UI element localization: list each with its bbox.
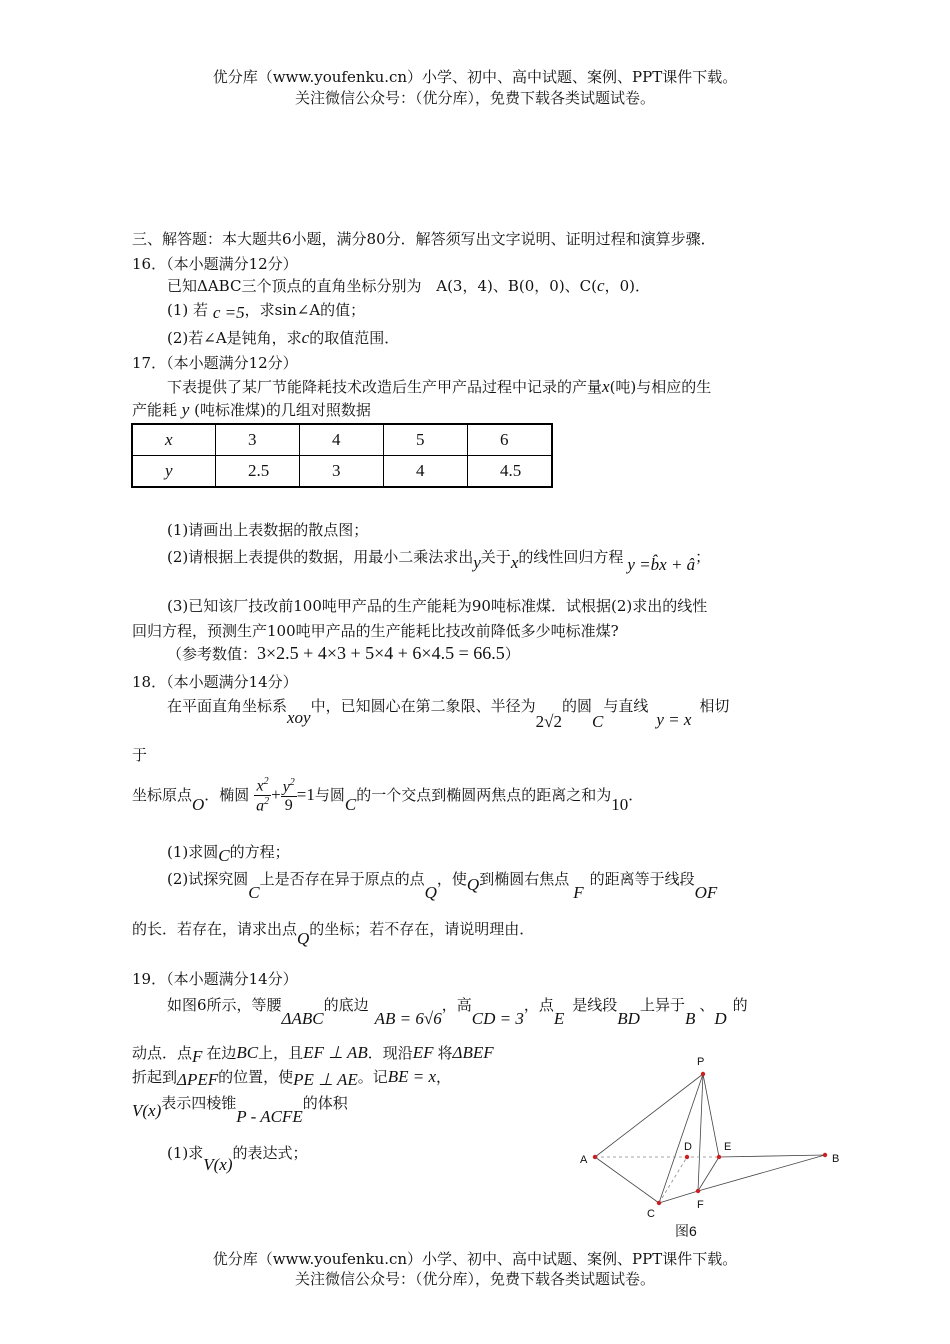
q17-p2-mid: 关于 — [480, 548, 511, 566]
edge-pf — [698, 1074, 703, 1191]
q18-l3-ellipse: ．椭圆 — [204, 785, 250, 804]
figure-6-pyramid — [575, 1052, 845, 1242]
q19-l1-mid: 的底边 — [323, 996, 369, 1014]
q17-part-2 — [167, 546, 711, 574]
table-cell: 6 — [468, 424, 553, 456]
q16-heading: 16．（本小题满分12分） — [132, 255, 298, 273]
q19-l2-BC: BC — [236, 1043, 259, 1062]
q17-stem-line-1 — [167, 376, 711, 397]
q17-p2-mid2: 的线性回归方程 — [518, 548, 624, 566]
label-p: P — [697, 1056, 705, 1068]
q19-l1-mid3: ，点 — [523, 996, 554, 1014]
q18-l1-line: y = x — [656, 710, 692, 729]
q18-l1-mid2: 的圆 — [561, 697, 592, 715]
edge-cd-hidden — [659, 1157, 687, 1203]
q19-l1-AB: AB = 6√6 — [374, 1009, 442, 1028]
q19-l2-text: 动点．点 — [132, 1044, 193, 1062]
q18-line-3: 坐标原点O．椭圆 $\frac{x^2}{a^2}$ + $\frac{y^2}{9}$ =1与圆C的一个交点到椭圆两焦点的距离之和为10． — [132, 776, 644, 815]
edge-cf — [659, 1191, 698, 1203]
q19-l2-BEF: ΔBEF — [452, 1043, 494, 1062]
label-a: A — [580, 1154, 588, 1166]
q19-l1-end: 的 — [732, 996, 748, 1014]
q18-fraction-x — [254, 776, 271, 816]
q18-p3-text: 的长．若存在，请求出点 — [132, 920, 298, 938]
frac-num-text: y — [282, 777, 290, 795]
label-d: D — [684, 1141, 692, 1153]
q19-l2-EF: EF — [412, 1043, 434, 1062]
q19-l2-mid4: 将 — [437, 1044, 453, 1062]
q16-stem-text: 已知ΔABC三个顶点的直角坐标分别为 — [167, 277, 422, 295]
q19-l2-mid3: ．现沿 — [367, 1044, 413, 1062]
q18-part-1 — [167, 841, 290, 865]
table-cell: 3 — [300, 456, 384, 488]
q18-p2-mid4: 的距离等于线段 — [589, 870, 695, 888]
q17-reference — [167, 643, 520, 664]
q19-l3-perp: PE ⊥ AE — [293, 1070, 358, 1089]
q17-part-3-line-2: 回归方程，预测生产100吨甲产品的生产能耗比技改前降低多少吨标准煤? — [132, 622, 619, 640]
table-cell: y — [132, 456, 216, 488]
q18-l1-mid3: 与直线 — [603, 697, 649, 715]
q19-l4-text: 表示四棱锥 — [161, 1094, 237, 1112]
point-p — [701, 1072, 705, 1076]
table-cell: 5 — [384, 424, 468, 456]
frac-den — [254, 796, 271, 815]
q16-p2-text: (2)若∠A是钝角，求 — [167, 329, 302, 347]
q16-p2-end: 的取值范围． — [309, 329, 400, 347]
edge-eb — [719, 1155, 825, 1157]
q18-p2-mid: 上是否存在异于原点的点 — [259, 870, 425, 888]
q19-l1-sep: 、 — [699, 996, 715, 1014]
q16-stem-end: ，0)． — [604, 277, 650, 295]
table-cell: 3 — [216, 424, 300, 456]
q19-p1-V: V(x) — [203, 1155, 233, 1174]
label-e: E — [724, 1141, 732, 1153]
q19-l1-CD: CD = 3 — [471, 1009, 524, 1028]
q19-p1-end: 的表达式； — [232, 1144, 308, 1162]
frac-num-text: x — [256, 777, 264, 795]
edge-pe — [703, 1074, 719, 1157]
q18-p2-mid2: ，使 — [436, 870, 467, 888]
q19-l2-F: F — [192, 1047, 203, 1066]
q19-part-1 — [167, 1142, 308, 1174]
point-c — [657, 1201, 661, 1205]
table-cell: 4 — [384, 456, 468, 488]
q18-line-2: 于 — [132, 746, 148, 764]
q17-ref-math: 3×2.5 + 4×3 + 5×4 + 6×4.5 = 66.5 — [257, 643, 505, 663]
q19-l2-mid: 在边 — [206, 1044, 237, 1062]
frac-num — [281, 777, 297, 797]
q19-l3-PEF: ΔPEF — [177, 1070, 219, 1089]
figure-caption: 图6 — [675, 1223, 697, 1239]
q18-part-2-line-2 — [132, 918, 535, 948]
q16-part-2 — [167, 327, 399, 348]
q17-data-table — [131, 423, 553, 488]
section-title: 三、解答题：本大题共6小题，满分80分．解答须写出文字说明、证明过程和演算步骤． — [132, 230, 716, 248]
q19-l1-mid2: ，高 — [441, 996, 472, 1014]
q18-p2-text: (2)试探究圆 — [167, 870, 249, 888]
q19-l2-mid2: 上，且 — [258, 1044, 304, 1062]
q16-stem — [167, 275, 650, 296]
edge-pc — [659, 1074, 703, 1203]
q19-l4-pyramid: P - ACFE — [236, 1107, 303, 1126]
q19-l1-text: 如图6所示，等腰 — [167, 996, 282, 1014]
q17-stem1-text: 下表提供了某厂节能降耗技术改造后生产甲产品过程中记录的产量 — [167, 378, 603, 396]
q16-p1-end: ，求sin∠A的值； — [244, 301, 366, 319]
q19-heading: 19．（本小题满分14分） — [132, 970, 298, 988]
q17-ref-end: ） — [504, 645, 520, 663]
q18-p2-Q2: Q — [466, 875, 480, 894]
q17-stem-line-2 — [132, 399, 371, 420]
label-f: F — [697, 1199, 704, 1211]
q19-l4-V: V(x) — [132, 1101, 162, 1120]
frac-den: 9 — [284, 796, 293, 814]
frac-sup: 2 — [264, 796, 270, 808]
label-b: B — [832, 1153, 840, 1165]
q18-l3-mid2: 的一个交点到椭圆两焦点的距离之和为 — [356, 785, 612, 804]
q18-p1-C: C — [218, 846, 230, 865]
q17-part-1: (1)请画出上表数据的散点图； — [167, 521, 369, 539]
q17-p2-x: x — [510, 553, 519, 572]
q19-l3-end: ， — [436, 1068, 452, 1086]
q18-l1-text: 在平面直角坐标系 — [167, 697, 288, 715]
table-row — [132, 456, 552, 488]
q17-p2-y: y — [473, 553, 481, 572]
frac-den-text: a — [256, 797, 265, 815]
q18-p1-end: 的方程； — [229, 843, 290, 861]
edge-ac — [595, 1157, 659, 1203]
q19-line-2 — [132, 1042, 494, 1066]
q18-l3-end: ． — [628, 785, 644, 804]
footer-line-1: 优分库（www.youfenku.cn）小学、初中、高中试题、案例、PPT课件下载。 — [212, 1250, 738, 1268]
q18-p2-mid3: 到椭圆右焦点 — [479, 870, 570, 888]
q17-part-3-line-1: (3)已知该厂技改前100吨甲产品的生产能耗为90吨标准煤．试根据(2)求出的线性 — [167, 597, 708, 615]
q16-stem-c: c — [597, 276, 605, 295]
q18-p2-Q: Q — [424, 883, 437, 902]
q18-p2-F: F — [573, 883, 584, 902]
q16-part-1 — [167, 299, 365, 320]
q18-p2-C: C — [248, 883, 260, 902]
q18-heading: 18．（本小题满分14分） — [132, 673, 298, 691]
header-line-2: 关注微信公众号：（优分库），免费下载各类试题试卷。 — [294, 89, 655, 107]
q19-line-4 — [132, 1092, 348, 1126]
q18-l3-O: O — [192, 794, 205, 814]
q16-stem-points: A(3，4)、B(0，0)、C( — [436, 277, 598, 295]
frac-sup: 2 — [289, 776, 295, 788]
q18-l1-mid: 中，已知圆心在第二象限、半径为 — [310, 697, 536, 715]
q18-p2-OF: OF — [694, 883, 718, 902]
table-cell: 4.5 — [468, 456, 553, 488]
q18-l1-C: C — [591, 712, 604, 731]
q18-l3-10: 10 — [611, 794, 629, 814]
q19-l1-D: D — [714, 1009, 727, 1028]
frac-sup: 2 — [263, 776, 269, 787]
q18-l3-eq: =1 — [296, 784, 315, 804]
q18-line-1 — [167, 695, 730, 731]
q18-l1-radius: 2√2 — [535, 712, 562, 731]
q19-p1-text: (1)求 — [167, 1144, 204, 1162]
table-row — [132, 424, 552, 456]
point-d — [685, 1155, 689, 1159]
frac-num — [254, 776, 271, 796]
q16-p2-math: c — [301, 328, 310, 347]
q18-p3-Q: Q — [297, 929, 310, 948]
footer-line-2: 关注微信公众号：（优分库），免费下载各类试题试卷。 — [294, 1270, 655, 1288]
header-line-1: 优分库（www.youfenku.cn）小学、初中、高中试题、案例、PPT课件下载。 — [212, 68, 738, 86]
q19-l4-end: 的体积 — [302, 1094, 348, 1112]
q18-p1-text: (1)求圆 — [167, 843, 219, 861]
q19-l2-perp: EF ⊥ AB — [303, 1043, 368, 1062]
q18-part-2 — [167, 868, 718, 902]
table-cell: x — [132, 424, 216, 456]
table-cell: 4 — [300, 424, 384, 456]
table-cell: 2.5 — [216, 456, 300, 488]
q19-l1-BD: BD — [617, 1009, 640, 1028]
q19-l3-text: 折起到 — [132, 1068, 178, 1086]
q19-l1-mid4: 是线段 — [572, 996, 618, 1014]
point-b — [823, 1153, 827, 1157]
q19-line-3 — [132, 1066, 451, 1087]
q17-stem1-end: (吨)与相应的生 — [609, 378, 712, 396]
q17-p2-text: (2)请根据上表提供的数据，用最小二乘法求出 — [167, 548, 474, 566]
q19-l3-mid2: 。记 — [357, 1068, 388, 1086]
point-e — [717, 1155, 721, 1159]
q17-heading: 17．（本小题满分12分） — [132, 354, 298, 372]
q19-l1-mid5: 上异于 — [639, 996, 685, 1014]
q17-stem2-end: (吨标准煤)的几组对照数据 — [194, 401, 371, 419]
point-f — [696, 1189, 700, 1193]
label-c: C — [647, 1208, 655, 1220]
q19-l3-BE: BE = x — [387, 1067, 437, 1086]
q17-p2-equation: y =b̂x + â — [627, 555, 696, 574]
q16-p1-math: c =5 — [212, 303, 245, 322]
q19-line-1 — [167, 994, 748, 1028]
q19-l1-B: B — [684, 1009, 696, 1028]
q17-ref-text: （参考数值： — [167, 645, 258, 663]
q19-l1-E: E — [553, 1009, 565, 1028]
q16-p1-text: (1) 若 — [167, 301, 209, 319]
q17-p2-end: ； — [695, 548, 711, 566]
q18-l3-C: C — [344, 794, 357, 814]
figure-points — [593, 1072, 827, 1205]
point-a — [593, 1155, 597, 1159]
q18-l1-end: 相切 — [699, 697, 730, 715]
q18-l1-xoy: xoy — [287, 708, 311, 727]
q18-l3-text: 坐标原点 — [132, 785, 193, 804]
q17-stem1-x: x — [602, 377, 610, 396]
q17-stem2-text: 产能耗 — [132, 401, 178, 419]
q18-p3-end: 的坐标；若不存在，请说明理由． — [309, 920, 535, 938]
q18-fraction-y — [281, 777, 297, 815]
q18-l3-mid: 与圆 — [314, 785, 345, 804]
q19-l1-tri: ΔABC — [281, 1009, 324, 1028]
q17-stem2-y: y — [181, 400, 190, 419]
q19-l3-mid: 的位置，使 — [218, 1068, 294, 1086]
